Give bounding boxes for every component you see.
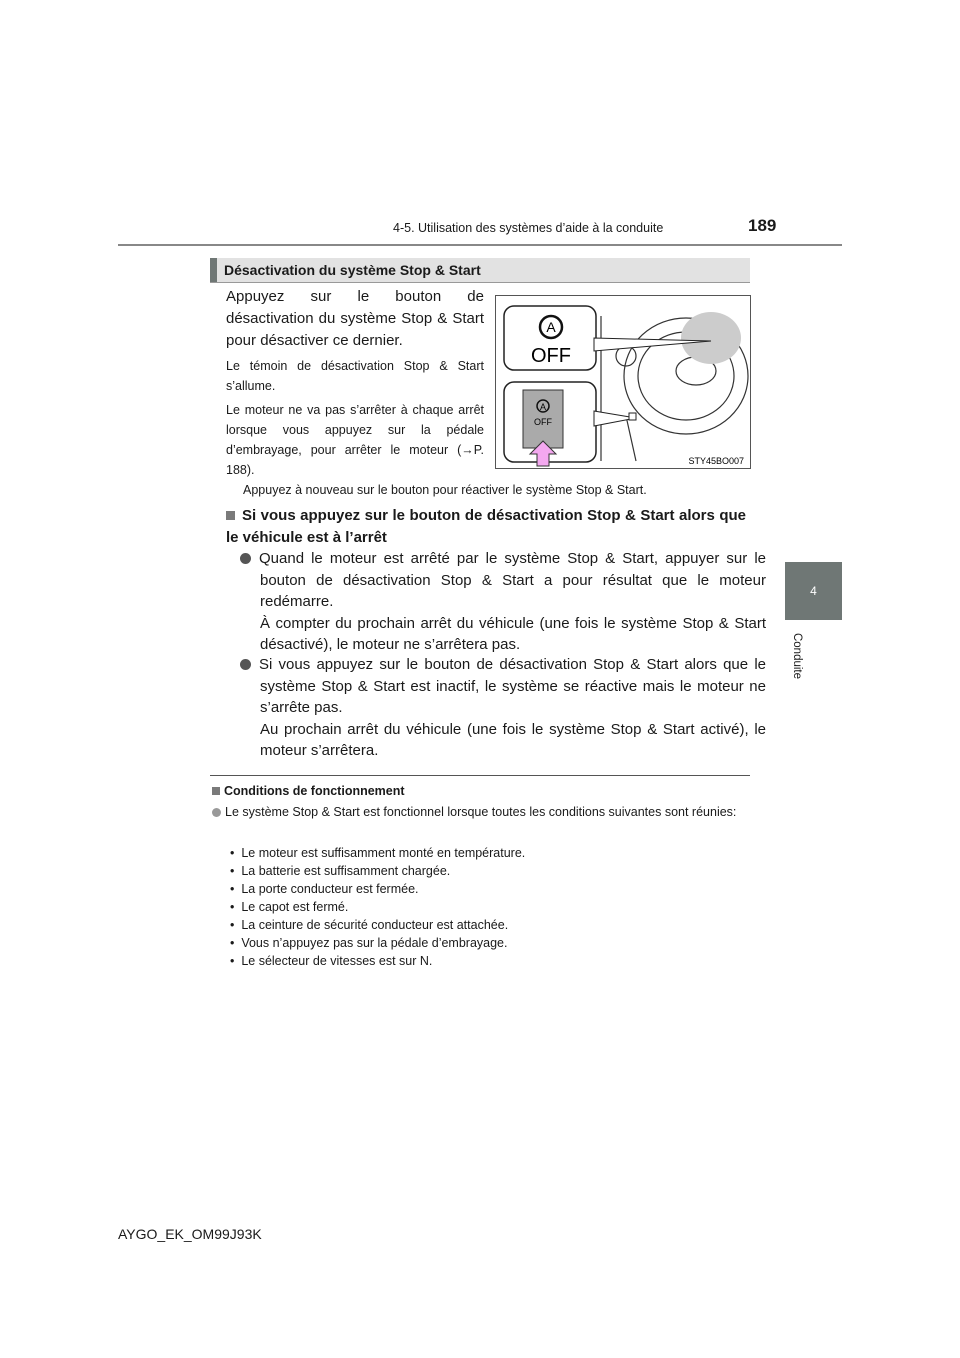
condition-text: La ceinture de sécurité conducteur est attachée.: [241, 918, 509, 932]
circle-bullet-icon: [212, 808, 221, 817]
condition-text: Le moteur est suffisamment monté en température.: [241, 846, 526, 860]
off-label-large: OFF: [531, 345, 571, 367]
note: Appuyez à nouveau sur le bouton pour réactiver le système Stop & Start.: [243, 483, 647, 497]
bullet-item: [240, 654, 766, 762]
bullet-text: Si vous appuyez sur le bouton de désactivation Stop & Start alors que le système Stop & Start est inactif, le système se réactive mais le moteur ne s’arrête pas.: [259, 656, 766, 716]
section-title: Désactivation du système Stop & Start: [224, 262, 481, 278]
condition-item: • Le capot est fermé.: [230, 900, 349, 914]
chapter-label: Conduite: [791, 632, 803, 680]
circle-bullet-icon: [240, 659, 251, 670]
intro-block: [226, 286, 484, 480]
header-section: 4-5. Utilisation des systèmes d’aide à la conduite: [393, 221, 664, 235]
circle-bullet-icon: [240, 553, 251, 564]
a-symbol: A: [546, 319, 556, 335]
note: Le moteur ne va pas s’arrêter à chaque arrêt lorsque vous appuyez sur la pédale d’embrayage, pour arrêter le moteur (→P. 188).: [226, 403, 484, 477]
condition-item: • La batterie est suffisamment chargée.: [230, 864, 451, 878]
square-bullet-icon: [226, 511, 235, 520]
document-code: AYGO_EK_OM99J93K: [118, 1226, 262, 1242]
square-bullet-icon: [212, 787, 220, 795]
note: Le témoin de désactivation Stop & Start s’allume.: [226, 359, 484, 393]
subsection-title-text: Si vous appuyez sur le bouton de désactivation Stop & Start alors que le véhicule est à l’arrêt: [226, 507, 746, 546]
intro-text: Appuyez sur le bouton de désactivation du système Stop & Start pour désactiver ce dernier.: [226, 288, 484, 349]
page-number: 189: [748, 216, 777, 235]
condition-item: • Le moteur est suffisamment monté en température.: [230, 846, 526, 860]
condition-item: • Le sélecteur de vitesses est sur N.: [230, 954, 433, 968]
bullet-item: [240, 548, 766, 656]
a-symbol-small: A: [539, 402, 547, 412]
bullet-extra: À compter du prochain arrêt du véhicule (une fois le système Stop & Start désactivé), le moteur ne s’arrêtera pas.: [260, 614, 766, 653]
chapter-tab: 4: [785, 562, 842, 620]
divider: [210, 775, 750, 776]
condition-item: • La porte conducteur est fermée.: [230, 882, 419, 896]
condition-text: La porte conducteur est fermée.: [241, 882, 419, 896]
bullet-extra: Au prochain arrêt du véhicule (une fois le système Stop & Start activé), le moteur s’arrêtera.: [260, 720, 766, 759]
conditions-title: [212, 782, 405, 800]
off-label-small: OFF: [534, 417, 552, 427]
header-divider: [118, 244, 842, 246]
condition-item: • Vous n’appuyez pas sur la pédale d’embrayage.: [230, 936, 508, 950]
bullet-text: Quand le moteur est arrêté par le système Stop & Start, appuyer sur le bouton de désactivation Stop & Start a pour résultat que le moteur redémarre.: [259, 550, 766, 610]
condition-item: • La ceinture de sécurité conducteur est attachée.: [230, 918, 509, 932]
condition-text: La batterie est suffisamment chargée.: [241, 864, 451, 878]
section-heading: [210, 258, 750, 283]
figure-code: STY45BO007: [688, 456, 744, 466]
condition-text: Vous n’appuyez pas sur la pédale d’embrayage.: [241, 936, 508, 950]
conditions-list: [230, 844, 525, 970]
conditions-lead: [212, 803, 764, 821]
figure-stop-start-button: [495, 295, 751, 469]
condition-text: Le sélecteur de vitesses est sur N.: [241, 954, 433, 968]
conditions-title-text: Conditions de fonctionnement: [224, 784, 405, 798]
subsection-title: [226, 505, 746, 548]
condition-text: Le capot est fermé.: [241, 900, 349, 914]
dashboard-illustration: [496, 296, 750, 468]
conditions-lead-text: Le système Stop & Start est fonctionnel lorsque toutes les conditions suivantes sont réunies:: [225, 805, 737, 819]
